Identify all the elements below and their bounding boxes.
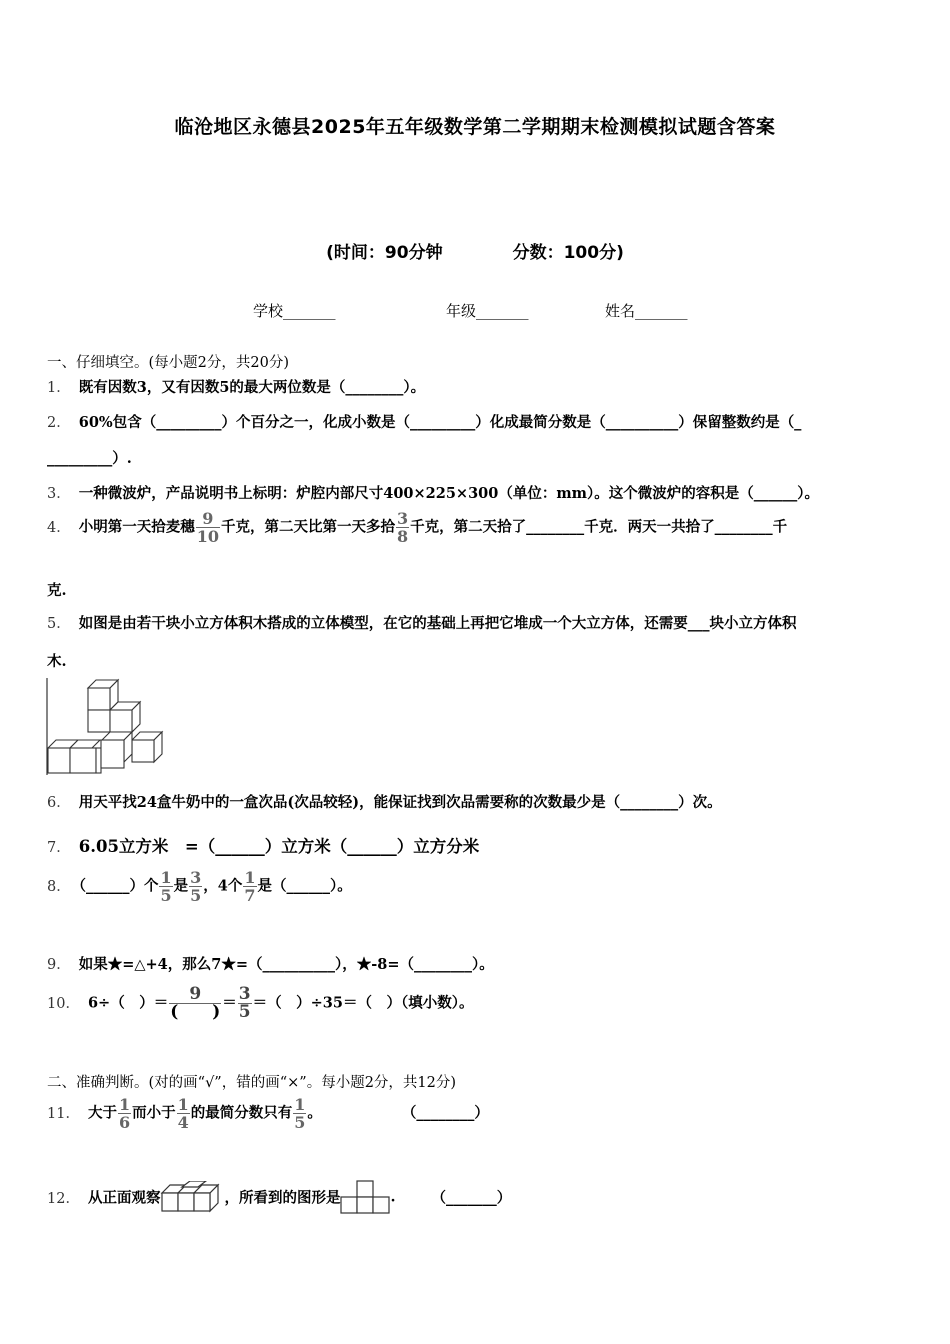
exam-score: 分数：100分) — [512, 243, 624, 263]
denominator: 5 — [160, 886, 172, 905]
question-text: 是（______）。 — [257, 877, 352, 895]
question-text: 一种微波炉，产品说明书上标明：炉腔内部尺寸400×225×300（单位：mm）。这个微波炉的容积是（______）。 — [78, 485, 820, 502]
fraction-3-5 — [189, 869, 202, 904]
question-text: . — [390, 1188, 396, 1206]
question-11 — [47, 1096, 489, 1131]
question-8 — [47, 869, 352, 904]
question-9 — [47, 953, 494, 974]
exam-info — [0, 238, 950, 263]
question-text: 既有因数3，又有因数5的最大两位数是（________）。 — [78, 379, 426, 396]
question-text: （______）个 — [78, 877, 159, 895]
question-text: 6÷（ ）＝ — [87, 994, 169, 1012]
question-text: ＝ — [222, 994, 237, 1012]
denominator: 6 — [118, 1113, 131, 1132]
question-number: 8． — [47, 878, 71, 895]
fraction-3-5 — [238, 986, 252, 1021]
numerator: 9 — [202, 509, 214, 528]
question-text: 是 — [173, 877, 189, 895]
denominator: 10 — [196, 527, 219, 546]
question-text: 而小于 — [132, 1104, 176, 1122]
question-text: 的最简分数只有 — [190, 1104, 293, 1122]
fraction-1-7 — [243, 869, 256, 904]
numerator: 1 — [294, 1095, 306, 1114]
numerator: 1 — [244, 868, 256, 887]
fraction-1-5 — [159, 869, 172, 904]
numerator: 1 — [118, 1095, 131, 1114]
question-number: 11． — [47, 1105, 80, 1122]
question-number: 10． — [47, 995, 80, 1012]
question-number: 1． — [47, 380, 71, 396]
question-text: 千克，第二天拾了________千克．两天一共拾了________千 — [410, 518, 788, 536]
question-text: 大于 — [87, 1104, 117, 1122]
question-number: 4． — [47, 519, 71, 536]
fraction-1-6 — [118, 1096, 131, 1131]
question-text: ，4个 — [203, 877, 243, 895]
fraction-9-10 — [196, 510, 220, 545]
grade-field: 年级_______ — [446, 302, 529, 320]
numerator: 9 — [189, 984, 202, 1004]
question-5-continued: 木. — [47, 653, 67, 670]
cube-row-figure — [160, 1181, 224, 1213]
question-text: 用天平找24盒牛奶中的一盒次品(次品较轻)，能保证找到次品需要称的次数最少是（________）次。 — [78, 794, 722, 811]
question-12 — [47, 1180, 511, 1214]
question-text: ＝（ ）÷35＝（ ）（填小数）。 — [252, 994, 474, 1012]
fraction-3-8 — [396, 510, 409, 545]
question-10 — [47, 986, 473, 1021]
question-5 — [47, 612, 796, 633]
denominator: 8 — [397, 527, 409, 546]
section-2-heading: 二、准确判断。(对的画“√”，错的画“×”。每小题2分，共12分) — [47, 1075, 457, 1091]
denominator: 5 — [294, 1113, 306, 1132]
question-number: 7． — [47, 840, 71, 856]
numerator: 3 — [238, 984, 251, 1004]
exam-time: (时间：90分钟 — [326, 243, 443, 263]
fraction-1-4 — [177, 1096, 190, 1131]
denominator: 5 — [238, 1002, 251, 1022]
question-text: 千克，第二天比第一天多拾 — [221, 518, 395, 536]
section-1-heading: 一、仔细填空。(每小题2分，共20分) — [47, 355, 289, 371]
question-2 — [47, 411, 801, 432]
question-4 — [47, 510, 787, 545]
cube-model-figure — [46, 678, 168, 776]
question-text: 。 — [307, 1104, 322, 1122]
question-number: 5． — [47, 616, 71, 632]
fraction-9-blank — [169, 986, 221, 1021]
question-6 — [47, 791, 722, 812]
question-text: 小明第一天拾麦穗 — [78, 518, 195, 536]
question-text: 如果★=△+4，那么7★=（__________），★-8=（________）。 — [78, 956, 494, 973]
question-number: 2． — [47, 415, 71, 431]
denominator: 5 — [190, 886, 202, 905]
fraction-1-5 — [293, 1096, 306, 1131]
question-7 — [47, 833, 479, 857]
denominator: ( ) — [170, 1002, 221, 1022]
question-text: ，所看到的图形是 — [224, 1189, 341, 1207]
front-view-figure — [340, 1180, 390, 1214]
answer-blank: （_______） — [431, 1189, 512, 1207]
question-text: 如图是由若干块小立方体积木搭成的立体模型，在它的基础上再把它堆成一个大立方体，还需要___块小立方体积 — [78, 615, 797, 632]
question-text: 60%包含（_________）个百分之一，化成小数是（_________）化成最简分数是（__________）保留整数约是（_ — [78, 414, 802, 431]
numerator: 3 — [397, 509, 409, 528]
page-title: 临沧地区永德县2025年五年级数学第二学期期末检测模拟试题含答案 — [174, 116, 776, 138]
denominator: 4 — [177, 1113, 189, 1132]
question-number: 12． — [47, 1190, 80, 1207]
numerator: 1 — [160, 868, 172, 887]
school-field: 学校_______ — [253, 302, 336, 320]
question-text: 从正面观察 — [87, 1189, 161, 1207]
question-number: 9． — [47, 957, 71, 973]
question-text: 6.05立方米 =（______）立方米（______）立方分米 — [78, 837, 480, 856]
numerator: 3 — [190, 868, 202, 887]
question-2-continued: _________）. — [47, 450, 132, 467]
question-number: 3． — [47, 486, 71, 502]
answer-blank: （________） — [401, 1104, 489, 1122]
question-1 — [47, 376, 425, 397]
denominator: 7 — [244, 886, 256, 905]
question-4-continued: 克. — [47, 582, 67, 599]
numerator: 1 — [177, 1095, 189, 1114]
name-field: 姓名_______ — [605, 302, 688, 320]
question-3 — [47, 482, 819, 503]
question-number: 6． — [47, 795, 71, 811]
